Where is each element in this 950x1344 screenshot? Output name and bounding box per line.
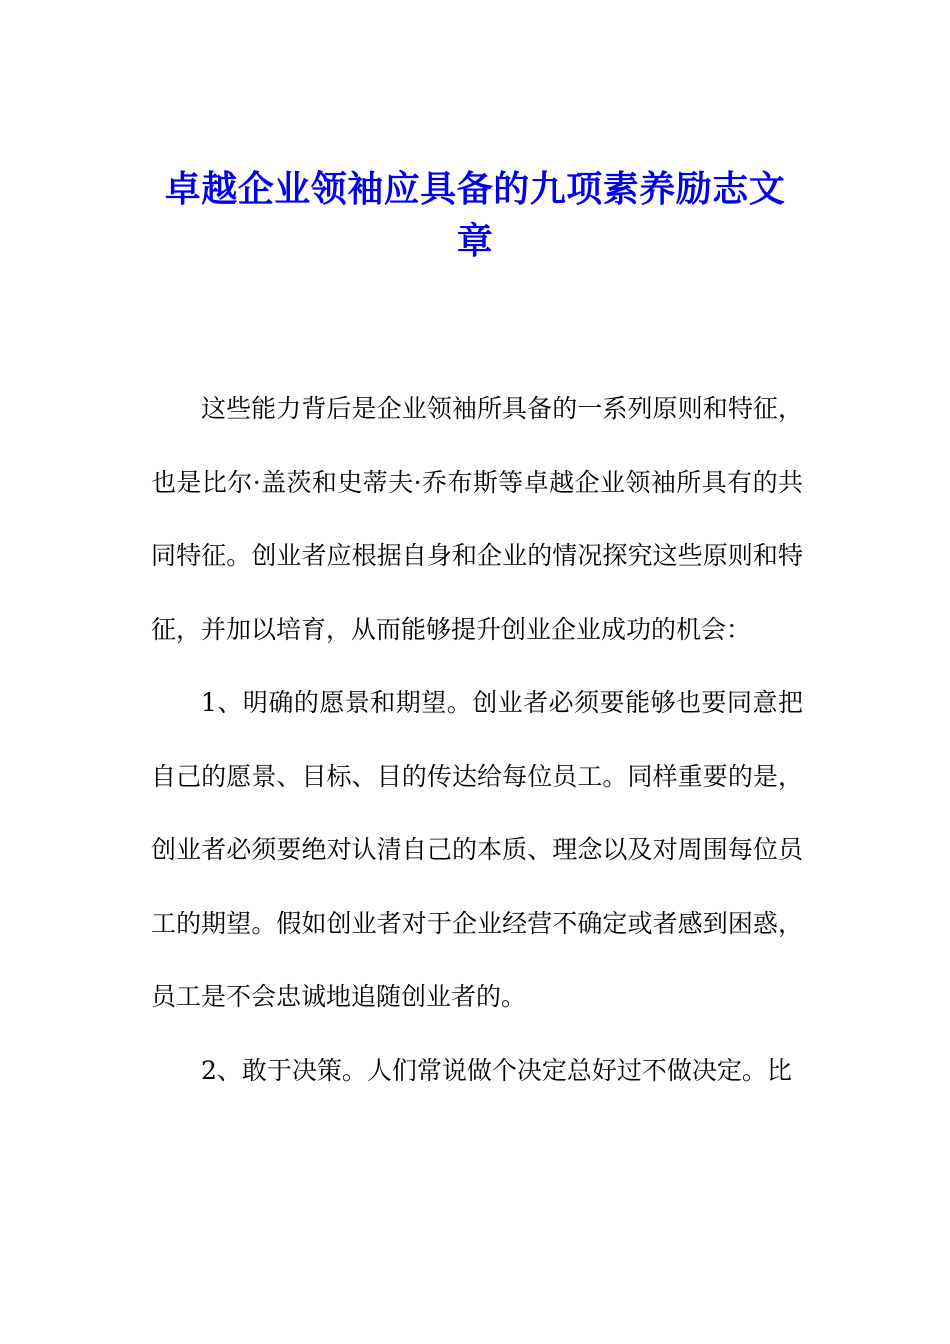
- paragraph-intro: 这些能力背后是企业领袖所具备的一系列原则和特征，也是比尔·盖茨和史蒂夫·乔布斯等卓越企业领袖所具有的共同特征。创业者应根据自身和企业的情况探究这些原则和特征，并加以培育，从而能够提升创业企业成功的机会：: [151, 394, 803, 644]
- paragraph-point-1: 1、明确的愿景和期望。创业者必须要能够也要同意把自己的愿景、目标、目的传达给每位员工。同样重要的是，创业者必须要绝对认清自己的本质、理念以及对周围每位员工的期望。假如创业者对于企业经营不确定或者感到困惑，员工是不会忠诚地追随创业者的。: [151, 688, 803, 1011]
- document-body: [151, 372, 803, 1107]
- document-title: 卓越企业领袖应具备的九项素养励志文章: [164, 168, 786, 262]
- paragraph-point-2: 2、敢于决策。人们常说做个决定总好过不做决定。比: [201, 1055, 792, 1085]
